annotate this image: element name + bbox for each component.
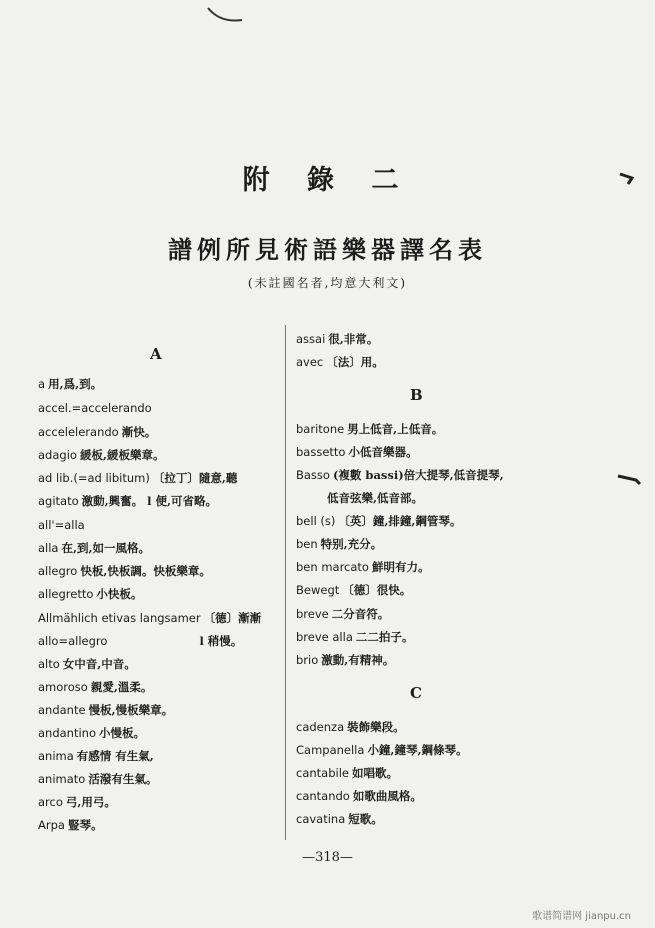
glossary-entry: a 用,爲,到。 (38, 377, 103, 391)
glossary-entry: Bewegt 〔德〕很快。 (296, 583, 412, 597)
glossary-entry: alla 在,到,如一風格。 (38, 541, 150, 555)
section-heading-b: B (410, 386, 423, 404)
glossary-entry: accelelerando 漸快。 (38, 425, 157, 439)
glossary-entry: andantino 小慢板。 (38, 726, 145, 740)
scan-mark-right-2 (616, 470, 642, 488)
page-number: —318— (302, 850, 353, 865)
glossary-entry: brio 激動,有精神。 (296, 653, 395, 667)
glossary-entry: Allmählich etivas langsamer 〔德〕漸漸 (38, 611, 262, 625)
glossary-entry: breve alla 二二拍子。 (296, 630, 414, 644)
glossary-entry: assai 很,非常。 (296, 332, 379, 346)
language-note: (未註國名者,均意大利文) (247, 276, 408, 290)
glossary-entry: baritone 男上低音,上低音。 (296, 422, 444, 436)
scan-mark-top (206, 4, 246, 26)
glossary-entry: Arpa 豎琴。 (38, 818, 103, 832)
glossary-entry: ben 特别,充分。 (296, 537, 383, 551)
glossary-entry: breve 二分音符。 (296, 607, 390, 621)
glossary-entry: animato 活潑有生氣。 (38, 772, 158, 786)
watermark: 歌谱简谱网 jianpu.cn (532, 911, 631, 922)
glossary-entry: Campanella 小鐘,鐘琴,鋼條琴。 (296, 743, 468, 757)
table-title: 譜例所見術語樂器譯名表 (168, 235, 487, 264)
glossary-entry: allo=allegro l 稍慢。 (38, 634, 243, 648)
glossary-entry: allegretto 小快板。 (38, 587, 143, 601)
glossary-entry: accel.=accelerando (38, 401, 152, 415)
glossary-entry: cadenza 裝飾樂段。 (296, 720, 405, 734)
section-heading-c: C (410, 684, 422, 702)
glossary-entry: ad lib.(=ad libitum) 〔拉丁〕隨意,聽 (38, 471, 238, 485)
glossary-entry: allegro 快板,快板調。快板樂章。 (38, 564, 211, 578)
glossary-entry: cantabile 如唱歌。 (296, 766, 398, 780)
glossary-entry: bassetto 小低音樂器。 (296, 445, 418, 459)
section-heading-a: A (150, 345, 162, 363)
glossary-entry: anima 有感情 有生氣, (38, 749, 154, 763)
glossary-entry: alto 女中音,中音。 (38, 657, 136, 671)
glossary-entry: amoroso 親愛,溫柔。 (38, 680, 153, 694)
glossary-entry: adagio 緩板,緩板樂章。 (38, 448, 165, 462)
glossary-entry: agitato 激動,興奮。 l 便,可省略。 (38, 494, 218, 508)
glossary-entry: ben marcato 鮮明有力。 (296, 560, 430, 574)
glossary-entry: 低音弦樂,低音部。 (327, 491, 424, 505)
glossary-entry: Basso (複數 bassi)倍大提琴,低音提琴, (296, 468, 504, 482)
glossary-entry: cantando 如歌曲風格。 (296, 789, 422, 803)
glossary-entry: all'=alla (38, 518, 85, 532)
column-divider (285, 325, 286, 840)
glossary-entry: cavatina 短歌。 (296, 812, 383, 826)
glossary-entry: arco 弓,用弓。 (38, 795, 116, 809)
glossary-entry: bell (s) 〔英〕鐘,排鐘,鋼管琴。 (296, 514, 462, 528)
appendix-title: 附 錄 二 (242, 165, 413, 196)
glossary-entry: avec 〔法〕用。 (296, 355, 384, 369)
glossary-entry: andante 慢板,慢板樂章。 (38, 703, 174, 717)
